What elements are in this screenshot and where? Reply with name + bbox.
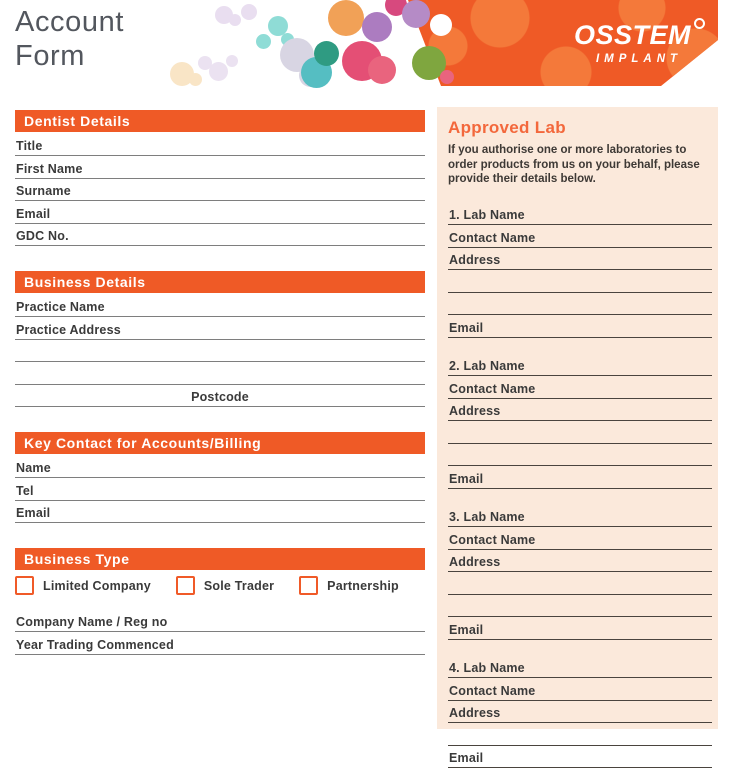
field-label: 4. Lab Name [449,661,525,675]
blob [215,6,233,24]
field-label: Email [449,321,483,335]
blob [226,55,238,67]
blob [209,62,228,81]
form-field-row[interactable] [448,595,712,618]
blob [280,38,314,72]
form-field-row[interactable] [15,201,425,224]
field-label: 2. Lab Name [449,359,525,373]
form-field-row[interactable] [448,399,712,422]
form-field-row[interactable] [448,527,712,550]
form-field-row[interactable] [448,293,712,316]
section-header [15,432,425,454]
field-label: 1. Lab Name [449,208,525,222]
checkbox-option[interactable] [176,576,274,595]
field-label: Company Name / Reg no [16,615,167,629]
blob [385,0,407,16]
form-field-row[interactable] [15,317,425,340]
section-header [15,110,425,132]
form-field-row[interactable] [448,248,712,271]
section-title: Dentist Details [24,113,130,129]
field-label: Title [16,139,42,153]
field-label: Contact Name [449,533,535,547]
field-label: Contact Name [449,231,535,245]
form-field-row[interactable] [15,610,425,633]
form-field-row[interactable] [15,340,425,363]
field-label: 3. Lab Name [449,510,525,524]
field-label: Email [449,623,483,637]
brand-name: OSSTEM [574,20,691,50]
blob [328,0,364,36]
form-field-row[interactable] [15,632,425,655]
form-section [15,548,425,655]
form-field-row[interactable] [448,315,712,338]
section-fields [15,134,425,247]
checkbox-row [15,570,425,608]
form-field-row[interactable] [448,225,712,248]
field-label: Email [449,472,483,486]
form-field-row[interactable] [15,456,425,479]
form-field-row[interactable] [15,362,425,385]
form-field-row[interactable] [15,134,425,157]
checkbox-option[interactable] [299,576,399,595]
field-label: Practice Address [16,323,121,337]
lab-list [448,203,712,768]
section-title: Business Details [24,274,146,290]
form-field-row[interactable] [15,501,425,524]
form-field-row[interactable] [15,295,425,318]
blob [314,41,339,66]
checkbox-label: Limited Company [43,579,151,593]
logo-ring-icon [694,18,705,29]
lab-entry [448,203,712,338]
form-field-row[interactable] [448,723,712,746]
form-field-row[interactable] [448,550,712,573]
field-label: Postcode [15,390,425,404]
header [0,0,730,96]
form-field-row[interactable] [15,224,425,247]
field-label: Address [449,706,500,720]
blob [241,4,257,20]
field-label: Address [449,404,500,418]
form-field-row[interactable] [15,478,425,501]
field-label: Practice Name [16,300,105,314]
blob [268,16,288,36]
form-left-column [15,110,425,680]
osstem-logo [574,20,704,65]
field-label: Contact Name [449,684,535,698]
field-label: Surname [16,184,71,198]
blob [301,57,332,88]
section-fields [15,295,425,408]
form-field-row[interactable] [15,156,425,179]
blob [256,34,271,49]
form-field-row[interactable] [448,505,712,528]
section-header [15,548,425,570]
form-field-row[interactable] [448,203,712,226]
form-field-row[interactable] [448,354,712,377]
field-label: Name [16,461,51,475]
form-section [15,432,425,523]
form-field-row[interactable] [15,179,425,202]
form-section [15,110,425,246]
form-field-row[interactable] [15,385,425,408]
blob [362,12,392,42]
field-label: GDC No. [16,229,69,243]
blob [281,33,294,46]
checkbox[interactable] [176,576,195,595]
field-label: Email [16,207,50,221]
form-field-row[interactable] [448,617,712,640]
form-field-row[interactable] [448,656,712,679]
checkbox-option[interactable] [15,576,151,595]
field-label: Email [449,751,483,765]
field-label: Email [16,506,50,520]
form-field-row[interactable] [448,421,712,444]
checkbox-label: Partnership [327,579,399,593]
lab-entry [448,354,712,489]
section-title: Key Contact for Accounts/Billing [24,435,261,451]
lab-entry [448,656,712,768]
section-fields [15,610,425,655]
approved-lab-title: Approved Lab [448,118,712,138]
blob [396,40,422,66]
blob [229,14,241,26]
form-field-row[interactable] [448,270,712,293]
field-label: Contact Name [449,382,535,396]
form-field-row[interactable] [448,572,712,595]
form-field-row[interactable] [448,701,712,724]
field-label: Tel [16,484,34,498]
form-field-row[interactable] [448,678,712,701]
lab-entry [448,505,712,640]
form-field-row[interactable] [448,466,712,489]
blob [198,56,212,70]
blob [368,56,396,84]
blob [342,41,382,81]
form-field-row[interactable] [448,376,712,399]
field-label: Address [449,253,500,267]
section-title: Business Type [24,551,130,567]
form-section [15,271,425,407]
checkbox-label: Sole Trader [204,579,274,593]
page-title: Account Form [15,5,195,73]
field-label: Year Trading Commenced [16,638,174,652]
field-label: Address [449,555,500,569]
approved-lab-panel [437,107,718,729]
checkbox[interactable] [15,576,34,595]
field-label: First Name [16,162,83,176]
form-field-row[interactable] [448,746,712,768]
blob [189,73,202,86]
brand-subtitle: IMPLANT [574,53,704,65]
checkbox[interactable] [299,576,318,595]
form-field-row[interactable] [448,444,712,467]
section-fields [15,456,425,524]
blob [299,64,322,87]
section-header [15,271,425,293]
approved-lab-description: If you authorise one or more laboratories to order products from us on your behalf, please provide their details below. [448,143,712,187]
